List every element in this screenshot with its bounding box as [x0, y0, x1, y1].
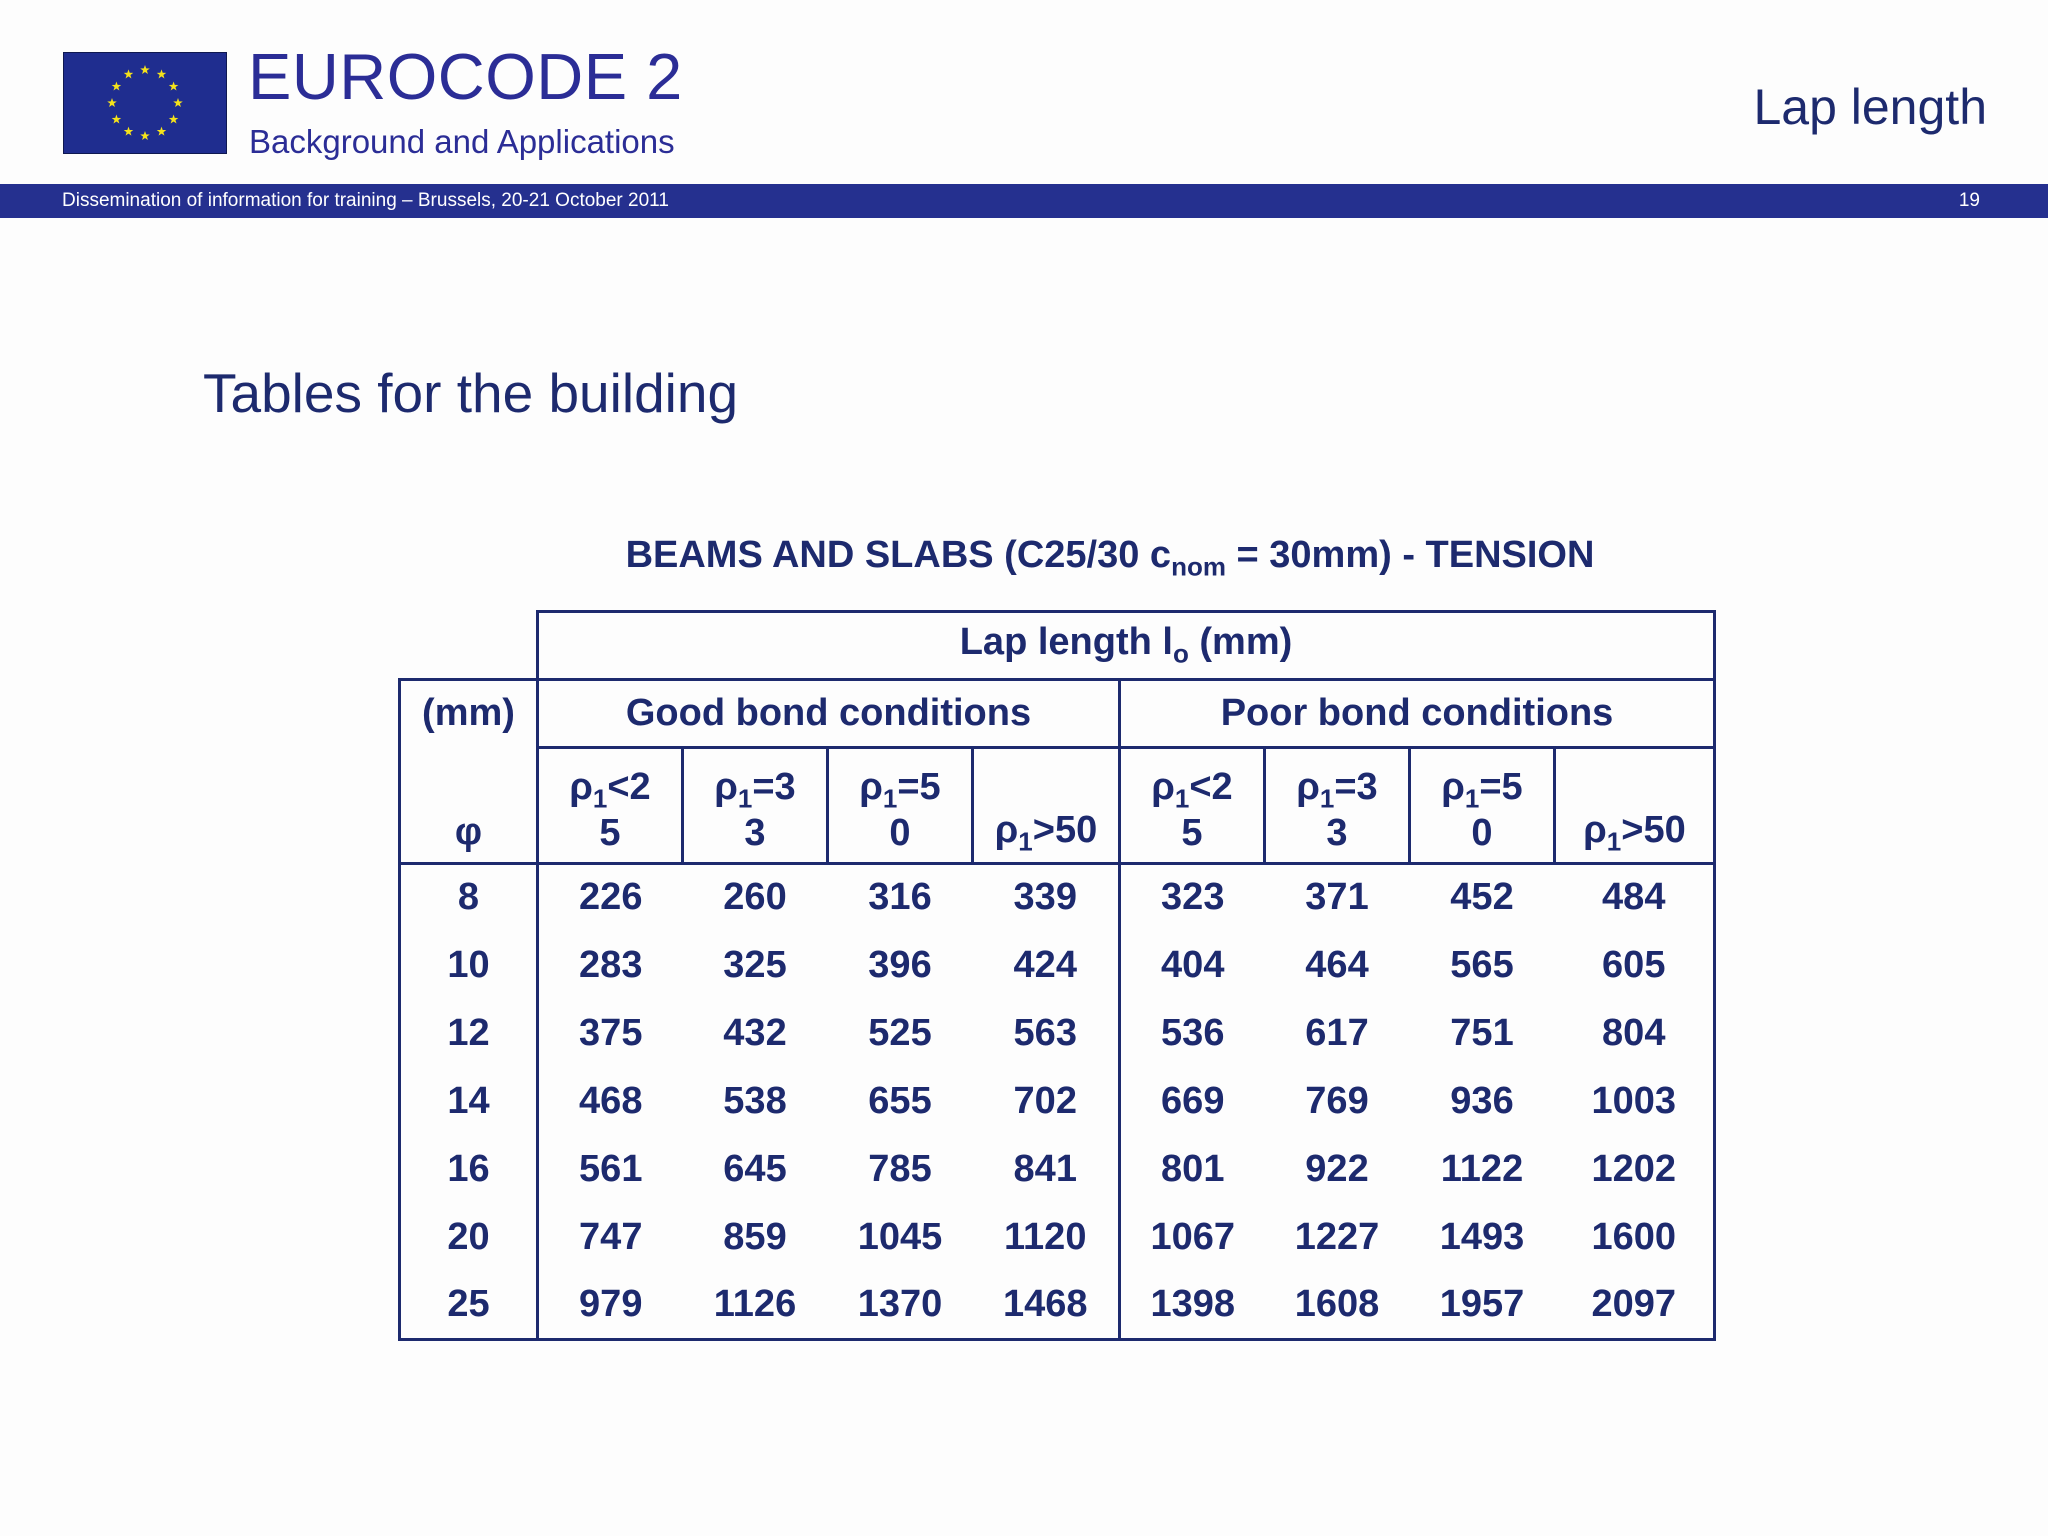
table-row — [400, 932, 1715, 1000]
lap-length-header — [538, 612, 1715, 680]
rho-condition: =5 — [1479, 766, 1523, 808]
rho-header-poor-1 — [1120, 748, 1265, 864]
flag-star-icon — [169, 82, 179, 91]
poor-bond-value: 801 — [1120, 1136, 1265, 1204]
poor-bond-value: 1202 — [1555, 1136, 1715, 1204]
poor-bond-value: 1957 — [1410, 1272, 1555, 1340]
good-bond-value: 468 — [538, 1068, 683, 1136]
phi-value: 10 — [400, 932, 538, 1000]
brand-subtitle: Background and Applications — [249, 123, 675, 160]
flag-star-icon — [157, 127, 167, 136]
rho-condition: >50 — [1032, 808, 1098, 851]
lap-header-suffix: (mm) — [1188, 621, 1293, 664]
flag-star-icon — [169, 115, 179, 124]
rho-header-line1 — [974, 810, 1118, 856]
unit-label: (mm) — [400, 680, 538, 748]
good-bond-value: 1468 — [973, 1272, 1120, 1340]
rho-header-line1 — [684, 767, 826, 813]
good-bond-value: 747 — [538, 1204, 683, 1272]
good-bond-value: 645 — [723, 1147, 787, 1190]
flag-star-icon — [173, 98, 183, 107]
good-bond-value: 424 — [973, 932, 1120, 1000]
rho-symbol: ρ — [569, 766, 593, 808]
rho-condition: =3 — [752, 766, 796, 808]
poor-bond-value: 617 — [1305, 1011, 1369, 1054]
table-row — [400, 864, 1715, 932]
rho-symbol: ρ — [1583, 808, 1607, 851]
rho-condition: <2 — [1189, 766, 1233, 808]
rho-symbol: ρ — [1441, 766, 1465, 808]
good-bond-value: 702 — [973, 1068, 1120, 1136]
lap-header-prefix: Lap length l — [959, 621, 1173, 664]
rho-condition: =3 — [1334, 766, 1378, 808]
poor-bond-value: 464 — [1305, 943, 1369, 986]
good-bond-value: 1045 — [857, 1215, 943, 1258]
rho-subscript: 1 — [1319, 783, 1335, 814]
rho-header-good-1 — [538, 748, 683, 864]
rho-header-line1 — [1556, 810, 1713, 856]
rho-subscript: 1 — [1018, 826, 1033, 857]
poor-bond-value: 371 — [1265, 864, 1410, 932]
page-number: 19 — [1958, 190, 1980, 211]
good-bond-value: 1370 — [828, 1272, 973, 1340]
good-bond-value: 561 — [538, 1136, 683, 1204]
good-bond-value: 859 — [723, 1215, 787, 1258]
poor-bond-value: 922 — [1305, 1147, 1369, 1190]
rho-header-line2: 0 — [1471, 812, 1493, 855]
table-row — [400, 1000, 1715, 1068]
poor-bond-value: 1067 — [1120, 1204, 1265, 1272]
rho-header-poor-3 — [1410, 748, 1555, 864]
flag-star-icon — [107, 98, 117, 107]
phi-value: 16 — [400, 1136, 538, 1204]
poor-bond-value: 452 — [1410, 864, 1555, 932]
table-title-prefix: BEAMS AND SLABS (C25/30 c — [625, 534, 1172, 576]
good-bond-value: 785 — [868, 1147, 932, 1190]
poor-bond-value: 936 — [1450, 1079, 1514, 1122]
lap-header-sub: o — [1172, 639, 1189, 669]
rho-header-poor-4 — [1555, 748, 1715, 864]
rho-subscript: 1 — [882, 783, 898, 814]
poor-bond-value: 1122 — [1440, 1147, 1524, 1190]
rho-symbol: ρ — [859, 766, 883, 808]
good-bond-header: Good bond conditions — [538, 680, 1120, 748]
poor-bond-value: 1493 — [1439, 1215, 1525, 1258]
poor-bond-value: 484 — [1555, 864, 1715, 932]
rho-subscript: 1 — [1606, 826, 1622, 857]
poor-bond-value: 2097 — [1555, 1272, 1715, 1340]
poor-bond-value: 804 — [1555, 1000, 1715, 1068]
good-bond-value: 339 — [973, 864, 1120, 932]
rho-symbol: ρ — [714, 766, 738, 808]
eu-stars-icon — [64, 53, 226, 153]
good-bond-value: 283 — [538, 932, 683, 1000]
rho-header-line2: 3 — [1326, 812, 1348, 855]
flag-star-icon — [157, 69, 167, 78]
table-row — [400, 1204, 1715, 1272]
brand-title: EUROCODE 2 — [248, 40, 683, 113]
poor-bond-value: 1227 — [1294, 1215, 1380, 1258]
empty-corner — [400, 612, 538, 680]
rho-header-line1 — [1121, 767, 1263, 813]
slide-heading: Tables for the building — [203, 362, 739, 424]
rho-header-line2: 5 — [1181, 812, 1203, 855]
rho-header-line1 — [1266, 767, 1408, 813]
poor-bond-value: 1600 — [1555, 1204, 1715, 1272]
poor-bond-value: 769 — [1305, 1079, 1369, 1122]
flag-star-icon — [112, 82, 122, 91]
rho-condition: <2 — [607, 766, 651, 808]
rho-header-line1 — [1411, 767, 1553, 813]
table-title-sub: nom — [1171, 551, 1226, 582]
rho-subscript: 1 — [1174, 783, 1190, 814]
good-bond-value: 563 — [973, 1000, 1120, 1068]
good-bond-value: 525 — [868, 1011, 932, 1054]
rho-subscript: 1 — [737, 783, 753, 814]
rho-condition: =5 — [897, 766, 941, 808]
poor-bond-value: 1398 — [1120, 1272, 1265, 1340]
good-bond-value: 316 — [828, 864, 973, 932]
rho-symbol: ρ — [994, 808, 1019, 851]
poor-bond-header: Poor bond conditions — [1120, 680, 1715, 748]
good-bond-value: 260 — [683, 864, 828, 932]
rho-symbol: ρ — [1151, 766, 1175, 808]
rho-header-line1 — [829, 767, 971, 813]
good-bond-value: 432 — [723, 1011, 787, 1054]
phi-value: 20 — [400, 1204, 538, 1272]
rho-condition: >50 — [1621, 808, 1686, 851]
rho-header-good-4 — [973, 748, 1120, 864]
rho-subscript: 1 — [592, 783, 608, 814]
poor-bond-value: 323 — [1120, 864, 1265, 932]
good-bond-value: 1120 — [973, 1204, 1120, 1272]
phi-value: 8 — [400, 864, 538, 932]
rho-header-line1 — [539, 767, 681, 813]
flag-star-icon — [140, 65, 150, 74]
info-banner — [0, 184, 2048, 218]
good-bond-value: 538 — [723, 1079, 787, 1122]
phi-value: 14 — [400, 1068, 538, 1136]
good-bond-value: 396 — [868, 943, 932, 986]
table-row — [400, 1068, 1715, 1136]
rho-subscript: 1 — [1464, 783, 1480, 814]
poor-bond-value: 751 — [1450, 1011, 1514, 1054]
flag-star-icon — [124, 127, 134, 136]
poor-bond-value: 404 — [1120, 932, 1265, 1000]
table-row — [400, 1136, 1715, 1204]
good-bond-value: 325 — [723, 943, 787, 986]
good-bond-value: 655 — [868, 1079, 932, 1122]
rho-header-good-3 — [828, 748, 973, 864]
rho-symbol: ρ — [1296, 766, 1320, 808]
table-row — [400, 1272, 1715, 1340]
rho-header-line2: 3 — [744, 812, 766, 855]
eu-flag-logo — [63, 52, 227, 154]
rho-header-poor-2 — [1265, 748, 1410, 864]
phi-value: 12 — [400, 1000, 538, 1068]
rho-header-line2: 5 — [599, 812, 621, 855]
poor-bond-value: 669 — [1120, 1068, 1265, 1136]
rho-header-line2: 0 — [889, 812, 911, 855]
poor-bond-value: 1003 — [1555, 1068, 1715, 1136]
banner-text: Dissemination of information for training – Brussels, 20-21 October 2011 — [62, 190, 669, 211]
table-title — [400, 536, 1820, 580]
poor-bond-value: 1608 — [1265, 1272, 1410, 1340]
flag-star-icon — [124, 69, 134, 78]
section-title: Lap length — [1753, 79, 1987, 135]
rho-header-good-2 — [683, 748, 828, 864]
table-title-suffix: = 30mm) - TENSION — [1225, 534, 1595, 576]
good-bond-value: 226 — [538, 864, 683, 932]
poor-bond-value: 536 — [1120, 1000, 1265, 1068]
lap-length-table — [398, 610, 1716, 1341]
good-bond-value: 979 — [538, 1272, 683, 1340]
phi-label: φ — [400, 748, 538, 864]
poor-bond-value: 605 — [1555, 932, 1715, 1000]
phi-value: 25 — [400, 1272, 538, 1340]
good-bond-value: 841 — [973, 1136, 1120, 1204]
poor-bond-value: 565 — [1450, 943, 1514, 986]
flag-star-icon — [112, 115, 122, 124]
good-bond-value: 1126 — [683, 1272, 828, 1340]
good-bond-value: 375 — [538, 1000, 683, 1068]
flag-star-icon — [140, 131, 150, 140]
